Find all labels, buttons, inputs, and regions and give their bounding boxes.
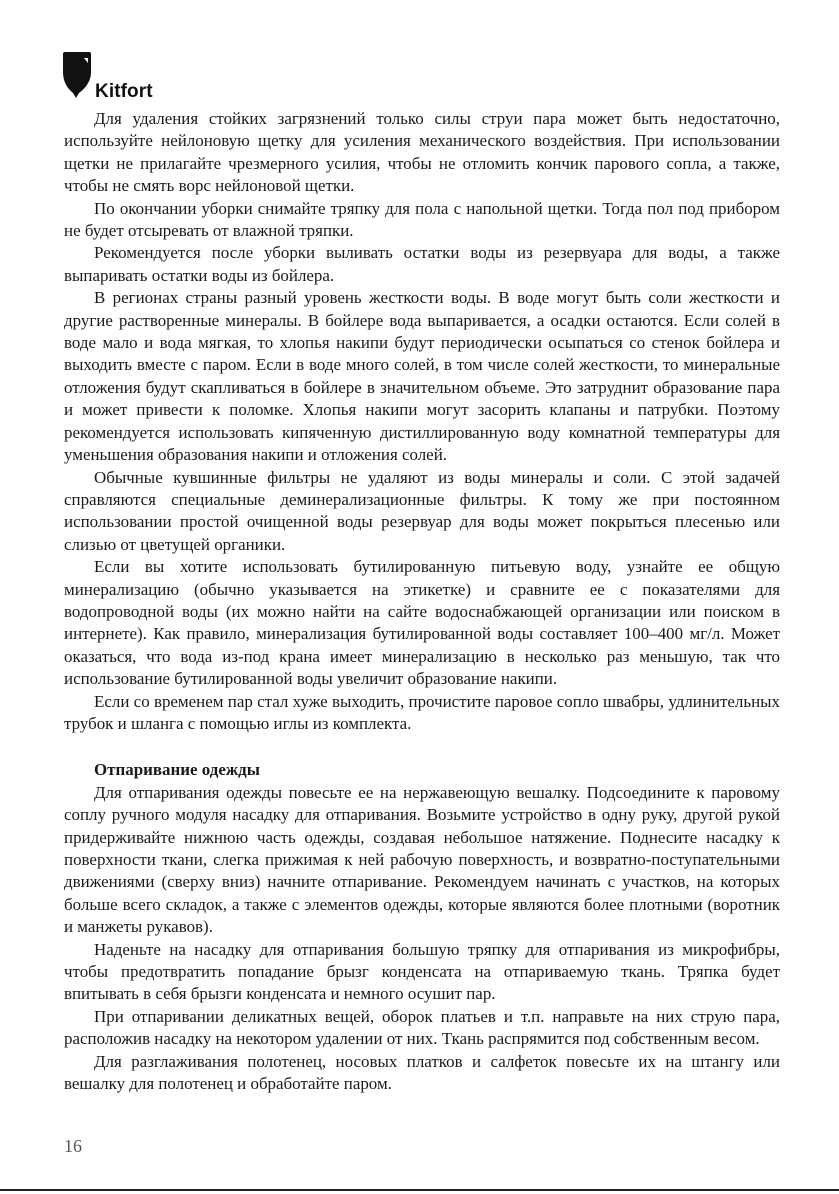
paragraph: Если вы хотите использовать бутилированную питьевую воду, узнайте ее общую минерализацию (обычно указывается на этикетке) и сравните ее с показателями для водопроводной воды (их можно найти на сайте водоснабжающей организации или поиском в интернете). Как правило, минерализация бутилированной воды составляет 100–400 мг/л. Может оказаться, что вода из-под крана имеет минерализацию в несколько раз меньшую, так что использование бутилированной воды увеличит образование накипи.: [64, 557, 780, 689]
paragraph: Наденьте на насадку для отпаривания большую тряпку для отпаривания из микрофибры, чтобы предотвратить попадание брызг конденсата на отпариваемую ткань. Тряпка будет впитывать в себя брызги конденсата и немного осушит пар.: [64, 939, 780, 1004]
paragraph: При отпаривании деликатных вещей, оборок платьев и т.п. направьте на них струю пара, расположив насадку на некотором удалении от них. Ткань распрямится под собственным весом.: [64, 1006, 780, 1049]
paragraph: Рекомендуется после уборки выливать остатки воды из резервуара для воды, а также выпаривать остатки воды из бойлера.: [64, 243, 780, 285]
paragraph: Для отпаривания одежды повесьте ее на нержавеющую вешалку. Подсоедините к паровому соплу ручного модуля насадку для отпаривания. Возьмите устройство в одну руку, другой рукой придерживайте нижнюю часть одежды, создавая небольшое натяжение. Поднесите насадку к поверхности ткани, слегка прижимая к ней рабочую поверхность, и возвратно-поступательными движениями (сверху вниз) начните отпаривание. Рекомендуем начинать с участков, на которых больше всего складок, а также с элементов одежды, которые являются более плотными (воротник и манжеты рукавов).: [64, 782, 780, 937]
brand-logo: [62, 50, 153, 100]
paragraph: В регионах страны разный уровень жесткости воды. В воде могут быть соли жесткости и другие растворенные минералы. В бойлере вода выпаривается, а осадки остаются. Если солей в воде мало и вода мягкая, то хлопья накипи будут периодически осыпаться со стенок бойлера и выходить вместе с паром. Если в воде много солей, в том числе солей жесткости, то минеральные отложения будут скапливаться в бойлере в значительном объеме. Это затруднит образование пара и может привести к поломке. Хлопья накипи могут засорить клапаны и патрубки. Поэтому рекомендуется использовать кипяченную дистиллированную воду комнатной температуры для уменьшения образования накипи и отложения солей.: [64, 288, 780, 465]
page-content: [64, 108, 780, 1095]
paragraph: Для удаления стойких загрязнений только силы струи пара может быть недостаточно, используйте нейлоновую щетку для усиления механического воздействия. При использовании щетки не прилагайте чрезмерного усилия, чтобы не отломить кончик парового сопла, а также, чтобы не смять ворс нейлоновой щетки.: [64, 109, 780, 196]
kitfort-logo-icon: [62, 50, 92, 100]
paragraph: По окончании уборки снимайте тряпку для пола с напольной щетки. Тогда пол под прибором не будет отсыревать от влажной тряпки.: [64, 198, 780, 241]
page-number: 16: [64, 1136, 82, 1156]
section-heading: Отпаривание одежды: [94, 760, 260, 780]
paragraph: Для разглаживания полотенец, носовых платков и салфеток повесьте их на штангу или вешалку для полотенец и обработайте паром.: [64, 1051, 780, 1094]
brand-name: Kitfort: [95, 81, 153, 102]
paragraph: Обычные кувшинные фильтры не удаляют из воды минералы и соли. С этой задачей справляются специальные деминерализационные фильтры. К тому же при постоянном использовании простой очищенной воды резервуар для воды может покрыться плесенью или слизью от цветущей органики.: [64, 467, 780, 554]
bottom-divider: [0, 1189, 839, 1191]
paragraph: Если со временем пар стал хуже выходить, прочистите паровое сопло швабры, удлинительных трубок и шланга с помощью иглы из комплекта.: [64, 691, 780, 733]
